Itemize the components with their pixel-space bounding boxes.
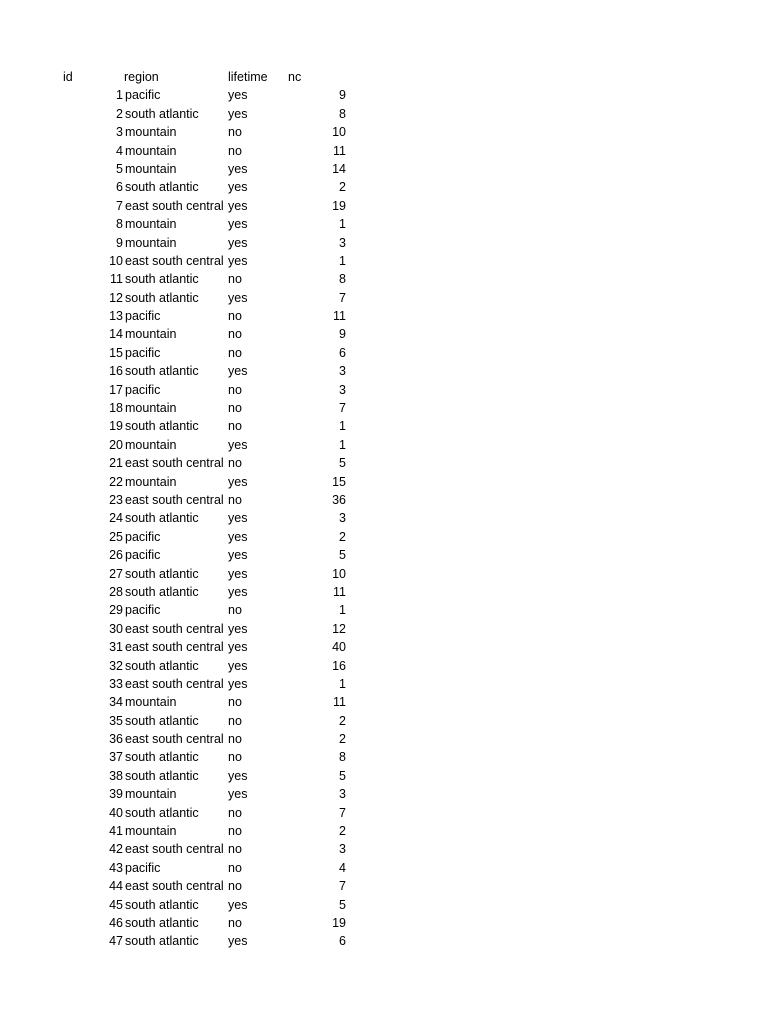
cell-id: 11 — [110, 272, 123, 287]
cell-nc: 3 — [339, 364, 346, 379]
cell-region: east south central — [125, 456, 224, 471]
cell-lifetime: no — [228, 695, 242, 710]
cell-lifetime: yes — [228, 290, 248, 305]
cell-region: pacific — [125, 548, 161, 563]
cell-nc: 40 — [332, 640, 346, 655]
cell-id: 13 — [109, 309, 123, 324]
cell-id: 10 — [109, 253, 123, 268]
cell-nc: 9 — [339, 327, 346, 342]
cell-id: 32 — [109, 658, 123, 673]
cell-lifetime: no — [228, 143, 242, 158]
cell-nc: 3 — [339, 787, 346, 802]
cell-nc: 9 — [339, 88, 346, 103]
cell-id: 26 — [109, 548, 123, 563]
cell-lifetime: yes — [228, 676, 248, 691]
cell-region: mountain — [125, 125, 177, 140]
cell-lifetime: yes — [228, 529, 248, 544]
cell-region: south atlantic — [125, 364, 199, 379]
cell-lifetime: no — [228, 125, 242, 140]
cell-id: 3 — [116, 125, 123, 140]
cell-lifetime: yes — [228, 566, 248, 581]
cell-nc: 8 — [339, 272, 346, 287]
cell-id: 24 — [109, 511, 123, 526]
cell-id: 31 — [109, 640, 123, 655]
cell-lifetime: no — [228, 713, 242, 728]
cell-region: south atlantic — [125, 805, 199, 820]
cell-nc: 1 — [339, 437, 346, 452]
cell-id: 16 — [109, 364, 123, 379]
cell-id: 23 — [109, 492, 123, 507]
cell-region: pacific — [125, 309, 161, 324]
cell-id: 19 — [109, 419, 123, 434]
cell-nc: 2 — [339, 529, 346, 544]
cell-id: 30 — [109, 621, 123, 636]
cell-id: 37 — [109, 750, 123, 765]
cell-region: south atlantic — [125, 934, 199, 949]
cell-nc: 5 — [339, 768, 346, 783]
cell-id: 43 — [109, 860, 123, 875]
cell-id: 5 — [116, 161, 123, 176]
header-id: id — [63, 70, 73, 84]
cell-id: 45 — [109, 897, 123, 912]
cell-id: 6 — [116, 180, 123, 195]
header-nc: nc — [288, 70, 302, 84]
cell-lifetime: yes — [228, 364, 248, 379]
cell-id: 41 — [109, 824, 123, 839]
cell-nc: 1 — [339, 603, 346, 618]
cell-lifetime: yes — [228, 161, 248, 176]
cell-lifetime: yes — [228, 253, 248, 268]
cell-lifetime: yes — [228, 621, 248, 636]
cell-lifetime: yes — [228, 217, 248, 232]
cell-region: mountain — [125, 437, 177, 452]
cell-id: 7 — [116, 198, 123, 213]
cell-region: pacific — [125, 88, 161, 103]
cell-id: 29 — [109, 603, 123, 618]
cell-region: east south central — [125, 621, 224, 636]
cell-lifetime: yes — [228, 511, 248, 526]
cell-lifetime: no — [228, 272, 242, 287]
cell-lifetime: yes — [228, 198, 248, 213]
cell-lifetime: no — [228, 732, 242, 747]
cell-region: east south central — [125, 198, 224, 213]
cell-region: pacific — [125, 529, 161, 544]
cell-lifetime: no — [228, 879, 242, 894]
cell-lifetime: no — [228, 456, 242, 471]
cell-region: mountain — [125, 474, 177, 489]
cell-region: pacific — [125, 382, 161, 397]
cell-id: 2 — [116, 106, 123, 121]
cell-id: 20 — [109, 437, 123, 452]
cell-nc: 5 — [339, 897, 346, 912]
cell-lifetime: no — [228, 750, 242, 765]
cell-lifetime: yes — [228, 474, 248, 489]
cell-region: south atlantic — [125, 272, 199, 287]
cell-nc: 11 — [333, 584, 346, 599]
cell-lifetime: no — [228, 327, 242, 342]
cell-lifetime: yes — [228, 897, 248, 912]
cell-nc: 36 — [332, 492, 346, 507]
cell-region: mountain — [125, 787, 177, 802]
cell-nc: 19 — [332, 198, 346, 213]
cell-region: south atlantic — [125, 768, 199, 783]
cell-id: 47 — [109, 934, 123, 949]
cell-region: south atlantic — [125, 658, 199, 673]
cell-nc: 3 — [339, 382, 346, 397]
cell-region: south atlantic — [125, 713, 199, 728]
cell-lifetime: no — [228, 309, 242, 324]
cell-lifetime: yes — [228, 180, 248, 195]
cell-region: east south central — [125, 842, 224, 857]
cell-region: mountain — [125, 695, 177, 710]
cell-nc: 3 — [339, 842, 346, 857]
cell-region: east south central — [125, 879, 224, 894]
cell-nc: 1 — [339, 253, 346, 268]
cell-nc: 7 — [339, 290, 346, 305]
cell-nc: 5 — [339, 548, 346, 563]
cell-lifetime: no — [228, 842, 242, 857]
cell-lifetime: yes — [228, 640, 248, 655]
cell-region: pacific — [125, 860, 161, 875]
cell-region: east south central — [125, 732, 224, 747]
cell-id: 42 — [109, 842, 123, 857]
cell-id: 34 — [109, 695, 123, 710]
cell-lifetime: no — [228, 915, 242, 930]
cell-id: 39 — [109, 787, 123, 802]
cell-lifetime: no — [228, 419, 242, 434]
cell-nc: 10 — [332, 125, 346, 140]
cell-nc: 11 — [333, 143, 346, 158]
cell-nc: 8 — [339, 106, 346, 121]
cell-nc: 6 — [339, 345, 346, 360]
cell-nc: 3 — [339, 235, 346, 250]
cell-lifetime: yes — [228, 658, 248, 673]
cell-nc: 16 — [332, 658, 346, 673]
cell-id: 38 — [109, 768, 123, 783]
cell-nc: 1 — [339, 217, 346, 232]
cell-nc: 2 — [339, 180, 346, 195]
cell-id: 14 — [109, 327, 123, 342]
cell-id: 40 — [109, 805, 123, 820]
cell-lifetime: no — [228, 860, 242, 875]
cell-region: east south central — [125, 492, 224, 507]
cell-region: mountain — [125, 161, 177, 176]
cell-id: 15 — [109, 345, 123, 360]
cell-id: 35 — [109, 713, 123, 728]
cell-region: mountain — [125, 235, 177, 250]
cell-lifetime: no — [228, 805, 242, 820]
cell-region: south atlantic — [125, 106, 199, 121]
cell-nc: 11 — [333, 695, 346, 710]
cell-nc: 1 — [339, 419, 346, 434]
cell-nc: 3 — [339, 511, 346, 526]
cell-nc: 8 — [339, 750, 346, 765]
cell-id: 8 — [116, 217, 123, 232]
header-region: region — [124, 70, 159, 84]
cell-lifetime: yes — [228, 934, 248, 949]
cell-lifetime: no — [228, 824, 242, 839]
cell-lifetime: yes — [228, 437, 248, 452]
cell-id: 28 — [109, 584, 123, 599]
cell-nc: 11 — [333, 309, 346, 324]
cell-lifetime: yes — [228, 768, 248, 783]
cell-nc: 2 — [339, 732, 346, 747]
cell-lifetime: no — [228, 603, 242, 618]
cell-id: 1 — [116, 88, 123, 103]
cell-nc: 1 — [339, 676, 346, 691]
cell-region: south atlantic — [125, 897, 199, 912]
cell-region: mountain — [125, 327, 177, 342]
header-lifetime: lifetime — [228, 70, 268, 84]
cell-nc: 2 — [339, 824, 346, 839]
cell-region: east south central — [125, 676, 224, 691]
cell-lifetime: no — [228, 401, 242, 416]
cell-region: mountain — [125, 401, 177, 416]
cell-id: 22 — [109, 474, 123, 489]
cell-lifetime: no — [228, 382, 242, 397]
cell-id: 12 — [109, 290, 123, 305]
cell-nc: 19 — [332, 915, 346, 930]
cell-region: south atlantic — [125, 419, 199, 434]
cell-lifetime: yes — [228, 787, 248, 802]
cell-id: 17 — [109, 382, 123, 397]
cell-region: south atlantic — [125, 290, 199, 305]
cell-nc: 15 — [332, 474, 346, 489]
cell-region: pacific — [125, 603, 161, 618]
cell-id: 9 — [116, 235, 123, 250]
cell-id: 18 — [109, 401, 123, 416]
cell-id: 21 — [109, 456, 123, 471]
cell-nc: 10 — [332, 566, 346, 581]
cell-region: south atlantic — [125, 180, 199, 195]
cell-nc: 7 — [339, 805, 346, 820]
cell-nc: 14 — [332, 161, 346, 176]
cell-id: 25 — [109, 529, 123, 544]
cell-region: mountain — [125, 217, 177, 232]
cell-nc: 4 — [339, 860, 346, 875]
cell-id: 36 — [109, 732, 123, 747]
cell-nc: 7 — [339, 879, 346, 894]
cell-nc: 2 — [339, 713, 346, 728]
cell-lifetime: yes — [228, 235, 248, 250]
cell-region: south atlantic — [125, 566, 199, 581]
cell-id: 27 — [109, 566, 123, 581]
cell-lifetime: yes — [228, 88, 248, 103]
cell-nc: 12 — [332, 621, 346, 636]
cell-id: 33 — [109, 676, 123, 691]
cell-region: pacific — [125, 345, 161, 360]
cell-lifetime: yes — [228, 548, 248, 563]
cell-nc: 7 — [339, 401, 346, 416]
cell-region: east south central — [125, 253, 224, 268]
cell-region: mountain — [125, 824, 177, 839]
cell-id: 44 — [109, 879, 123, 894]
cell-region: east south central — [125, 640, 224, 655]
cell-region: south atlantic — [125, 584, 199, 599]
cell-region: south atlantic — [125, 511, 199, 526]
cell-region: south atlantic — [125, 915, 199, 930]
cell-lifetime: yes — [228, 584, 248, 599]
cell-region: mountain — [125, 143, 177, 158]
cell-nc: 5 — [339, 456, 346, 471]
cell-region: south atlantic — [125, 750, 199, 765]
cell-id: 46 — [109, 915, 123, 930]
cell-lifetime: yes — [228, 106, 248, 121]
cell-nc: 6 — [339, 934, 346, 949]
cell-id: 4 — [116, 143, 123, 158]
cell-lifetime: no — [228, 492, 242, 507]
cell-lifetime: no — [228, 345, 242, 360]
